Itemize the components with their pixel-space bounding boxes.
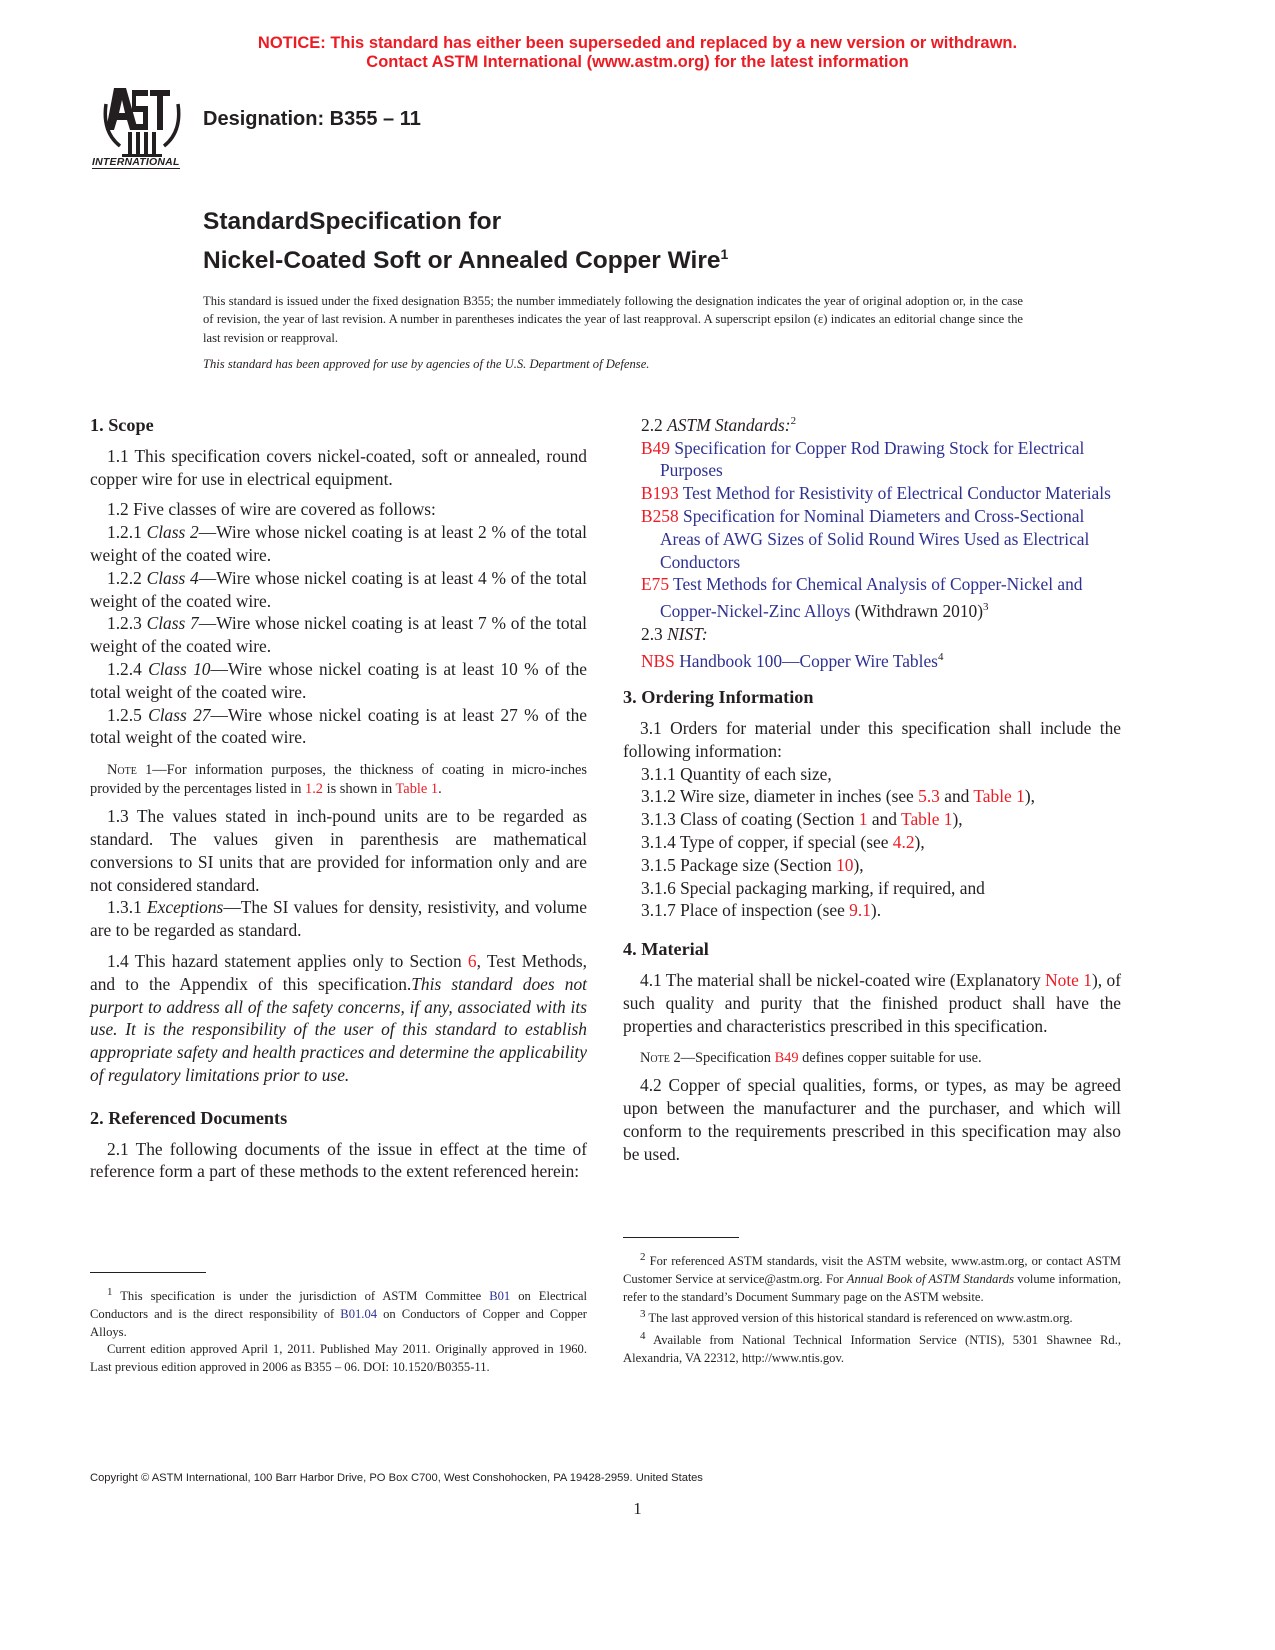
reference-b258[interactable] <box>623 505 1121 573</box>
item-text: 3.1.2 Wire size, diameter in inches (see <box>641 786 919 807</box>
link-table-1[interactable]: Table 1 <box>395 781 439 798</box>
ref-code[interactable]: B193 <box>641 483 679 504</box>
para-text: ), of such quality and purity that the finished product shall have the properties and characteristics prescribed in this specification. <box>623 969 1121 1036</box>
link-1-2[interactable]: 1.2 <box>305 781 323 798</box>
class-num: 1.2.1 <box>107 522 147 543</box>
section-4-heading: 4. Material <box>623 939 709 960</box>
order-item <box>623 899 1121 922</box>
para-num: 2.3 <box>641 623 668 644</box>
link-section-1[interactable]: 1 <box>858 809 868 830</box>
note-text: defines copper suitable for use. <box>798 1050 982 1067</box>
title-footnote-mark: 1 <box>720 246 729 262</box>
item-text: ). <box>870 900 882 921</box>
para-num: 1.3.1 <box>107 897 148 918</box>
ref-code[interactable]: NBS <box>641 650 675 671</box>
order-item <box>623 785 1121 808</box>
footnote-mark: 2 <box>640 1251 646 1263</box>
reference-b193[interactable] <box>623 482 1121 505</box>
item-text: 3.1.3 Class of coating (Section <box>641 809 859 830</box>
ref-code[interactable]: E75 <box>641 574 670 595</box>
class-name: Class 7 <box>146 613 199 634</box>
class-name: Class 4 <box>146 567 199 588</box>
link-9-1[interactable]: 9.1 <box>849 900 871 921</box>
link-note-1[interactable]: Note 1 <box>1045 969 1092 990</box>
title-text: Nickel-Coated Soft or Annealed Copper Wire <box>203 247 721 274</box>
reference-b49[interactable] <box>623 437 1121 483</box>
para-1-1: 1.1 This specification covers nickel-coated, soft or annealed, round copper wire for use in electrical equipment. <box>90 445 587 489</box>
section-2-heading: 2. Referenced Documents <box>90 1107 288 1128</box>
item-text: 3.1.6 Special packaging marking, if required, and <box>641 877 985 898</box>
notice-line-2: Contact ASTM International (www.astm.org) for the latest information <box>366 53 909 71</box>
para-2-1: 2.1 The following documents of the issue in effect at the time of reference form a part of these methods to the extent referenced herein: <box>90 1138 587 1182</box>
para-1-4 <box>90 950 587 1087</box>
link-5-3[interactable]: 5.3 <box>918 786 940 807</box>
item-text: 3.1.5 Package size (Section <box>641 854 837 875</box>
class-text: —Wire whose nickel coating is at least 2 % of the total weight of the coated wire. <box>90 522 587 565</box>
section-1-heading: 1. Scope <box>90 415 154 435</box>
document-title <box>203 206 728 277</box>
para-term: Exceptions <box>147 897 224 918</box>
footnote-text: Annual Book of ASTM Standards <box>846 1271 1014 1286</box>
link-b01[interactable]: B01 <box>489 1289 511 1304</box>
link-4-2[interactable]: 4.2 <box>892 831 915 852</box>
para-1-3: 1.3 The values stated in inch-pound units are to be regarded as standard. The values given in parenthesis are mathematical conversions to SI units that are provided for information only and are not considered standard. <box>90 806 587 895</box>
class-item <box>90 704 587 750</box>
para-text: 1.4 This hazard statement applies only to Section <box>107 950 468 971</box>
para-4-1 <box>623 969 1121 1037</box>
astm-logo <box>92 84 192 172</box>
notice-line-1: NOTICE: This standard has either been superseded and replaced by a new version or withdrawn. <box>257 34 1018 52</box>
link-b01-04[interactable]: B01.04 <box>340 1306 378 1321</box>
ref-title[interactable]: Test Method for Resistivity of Electrical Conductor Materials <box>678 483 1111 504</box>
note-2 <box>623 1049 1121 1068</box>
ref-title[interactable]: Specification for Nominal Diameters and Cross-Sectional Areas of AWG Sizes of Solid Round Wires Used as Electrical Conductors <box>660 505 1090 572</box>
footnotes-right <box>623 1249 1121 1368</box>
link-b49[interactable]: B49 <box>774 1050 799 1067</box>
item-text: 3.1.7 Place of inspection (see <box>641 900 850 921</box>
link-section-6[interactable]: 6 <box>467 950 477 971</box>
item-text: 3.1.1 Quantity of each size, <box>641 763 832 784</box>
copyright: Copyright © ASTM International, 100 Barr Harbor Drive, PO Box C700, West Conshohocken, PA 19428-2959. United States <box>90 1472 703 1484</box>
note-label: Note <box>640 1050 670 1067</box>
order-item <box>623 808 1121 831</box>
item-text: ), <box>952 809 963 830</box>
link-table-1[interactable]: Table 1 <box>901 809 953 830</box>
footnote-3 <box>623 1306 1121 1328</box>
class-num: 1.2.5 <box>107 704 149 725</box>
para-2-3 <box>623 623 1121 646</box>
para-text: —The SI values for density, resistivity, and volume are to be regarded as standard. <box>90 897 587 941</box>
note-1 <box>90 761 587 799</box>
para-text: 4.1 The material shall be nickel-coated wire (Explanatory <box>640 969 1046 990</box>
note-text: is shown in <box>323 781 396 798</box>
class-num: 1.2.4 <box>107 658 149 679</box>
note-text: . <box>438 781 442 798</box>
ref-code[interactable]: B258 <box>641 505 679 526</box>
reference-nbs[interactable] <box>623 646 1121 673</box>
ref-title[interactable]: Handbook 100—Copper Wire Tables <box>674 650 938 671</box>
safety-statement: This standard does not purport to address all of the safety concerns, if any, associated with its use. It is the responsibility of the user of this standard to establish appropriate safety and health practices and determine the applicability of regulatory limitations prior to use. <box>90 973 587 1085</box>
footnote-text: on Electrical Conductors and is the direct responsibility of <box>90 1289 587 1321</box>
para-4-2: 4.2 Copper of special qualities, forms, or types, as may be agreed upon between the manufacturer and the purchaser, and which will conform to the requirements prescribed in this specification may also be used. <box>623 1075 1121 1164</box>
footnote-text: on Conductors of Copper and Copper Alloys. <box>90 1306 587 1339</box>
note-num: 1 <box>136 762 153 779</box>
order-item <box>623 831 1121 854</box>
footnote-text: volume information, refer to the standard’s Document Summary page on the ASTM website. <box>623 1271 1121 1304</box>
order-item <box>623 763 1121 786</box>
item-text: 3.1.4 Type of copper, if special (see <box>641 831 893 852</box>
footnote-2 <box>623 1249 1121 1306</box>
section-3-heading: 3. Ordering Information <box>623 687 814 708</box>
class-text: —Wire whose nickel coating is at least 4 % of the total weight of the coated wire. <box>90 567 587 611</box>
reference-e75[interactable] <box>623 573 1121 622</box>
item-text: and <box>867 809 902 830</box>
left-column <box>90 414 587 1183</box>
para-term: NIST: <box>667 623 708 644</box>
para-1-3-1 <box>90 896 587 942</box>
class-num: 1.2.2 <box>107 567 147 588</box>
order-item <box>623 877 1121 900</box>
link-table-1[interactable]: Table 1 <box>973 786 1025 807</box>
footnote-text: For referenced ASTM standards, visit the ASTM website, www.astm.org, or contact ASTM Customer Service at service@astm.org. For <box>623 1254 1121 1286</box>
item-text: ), <box>914 831 925 852</box>
footnote-1 <box>90 1284 587 1341</box>
footnote-1-edition: Current edition approved April 1, 2011. Published May 2011. Originally approved in 1960. Last previous edition approved in 2006 as B355 – 06. DOI: 10.1520/B0355-11. <box>90 1342 587 1374</box>
dod-approval: This standard has been approved for use by agencies of the U.S. Department of Defense. <box>203 357 650 371</box>
footnote-4 <box>623 1328 1121 1368</box>
footnote-text: This specification is under the jurisdiction of ASTM Committee <box>112 1289 490 1304</box>
para-term: ASTM Standards: <box>667 414 791 435</box>
class-name: Class 27 <box>148 704 211 725</box>
order-item <box>623 854 1121 877</box>
footnote-mark: 3 <box>983 601 989 614</box>
logo-text: INTERNATIONAL <box>92 156 180 168</box>
designation: Designation: B355 – 11 <box>203 108 421 130</box>
para-2-2 <box>623 410 1121 437</box>
footnote-mark: 4 <box>640 1330 646 1343</box>
ref-title[interactable]: Test Methods for Chemical Analysis of Copper-Nickel and Copper-Nickel-Zinc Alloys <box>660 574 1083 621</box>
footnote-mark: 4 <box>937 650 944 663</box>
footnotes-left <box>90 1284 587 1377</box>
ref-title[interactable]: Specification for Copper Rod Drawing Stock for Electrical Purposes <box>660 437 1085 481</box>
class-name: Class 2 <box>146 522 199 543</box>
class-item <box>90 612 587 658</box>
footnote-text: The last approved version of this historical standard is referenced on www.astm.org. <box>645 1311 1073 1326</box>
superseded-notice <box>0 34 1275 72</box>
title-line-1: StandardSpecification for <box>203 208 502 235</box>
note-label: Note <box>107 762 137 779</box>
class-num: 1.2.3 <box>107 613 147 634</box>
class-text: —Wire whose nickel coating is at least 7 % of the total weight of the coated wire. <box>90 613 587 657</box>
para-text: , Test Methods, and to the Appendix of this specification. <box>90 950 587 994</box>
class-text: —Wire whose nickel coating is at least 10 % of the total weight of the coated wire. <box>90 658 588 702</box>
class-item <box>90 567 587 613</box>
footnote-mark: 1 <box>107 1286 113 1298</box>
class-text: —Wire whose nickel coating is at least 27 % of the total weight of the coated wire. <box>90 704 588 748</box>
item-text: ), <box>1024 786 1035 807</box>
footnote-mark: 2 <box>790 415 797 427</box>
footnote-text: Available from National Technical Information Service (NTIS), 5301 Shawnee Rd., Alexandria, VA 22312, http://www.ntis.gov. <box>623 1333 1121 1366</box>
title-line-2 <box>203 238 728 277</box>
item-text: ), <box>853 854 864 875</box>
para-3-1: 3.1 Orders for material under this specification shall include the following information: <box>623 717 1121 761</box>
item-text: and <box>939 786 974 807</box>
class-item <box>90 658 587 704</box>
note-text: 2—Specification <box>669 1050 775 1067</box>
link-section-10[interactable]: 10 <box>836 854 854 875</box>
preamble: This standard is issued under the fixed designation B355; the number immediately following the designation indicates the year of original adoption or, in the case of revision, the year of last revision. A number in parentheses indicates the year of last reapproval. A superscript epsilon (ε) indicates an editorial change since the last revision or reapproval. <box>203 294 1023 345</box>
note-text: —For information purposes, the thickness of coating in micro-inches provided by the percentages listed in <box>90 762 587 798</box>
ref-code[interactable]: B49 <box>641 437 670 458</box>
page-number: 1 <box>633 1499 642 1518</box>
class-item <box>90 521 587 567</box>
footnote-rule-left <box>90 1272 206 1273</box>
class-name: Class 10 <box>148 658 211 679</box>
right-column <box>623 410 1121 1166</box>
ref-status: (Withdrawn 2010) <box>850 600 984 621</box>
para-num: 2.2 <box>641 414 668 435</box>
footnote-rule-right <box>623 1237 739 1238</box>
footnote-mark: 3 <box>640 1308 646 1321</box>
para-1-2: 1.2 Five classes of wire are covered as follows: <box>107 499 436 520</box>
